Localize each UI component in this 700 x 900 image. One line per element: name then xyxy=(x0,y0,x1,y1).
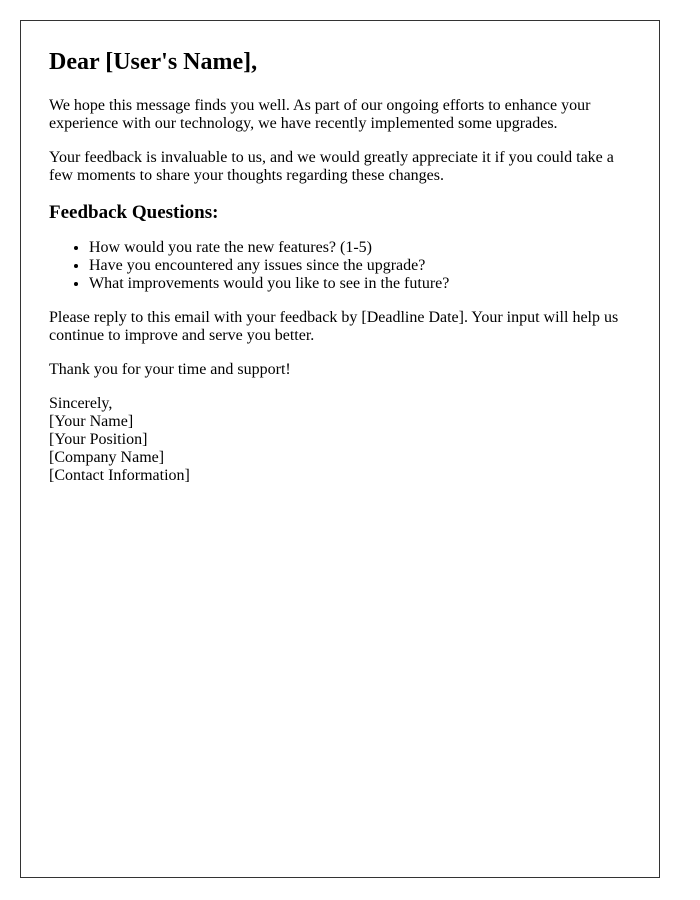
signature-block xyxy=(49,395,631,485)
signature-position: [Your Position] xyxy=(49,431,148,448)
letter-page xyxy=(20,20,660,878)
signature-name: [Your Name] xyxy=(49,413,134,430)
intro-paragraph: We hope this message finds you well. As part of our ongoing efforts to enhance your experience with our technology, we have recently implemented some upgrades. xyxy=(49,97,591,132)
question-item: • What improvements would you like to see in the future? xyxy=(89,275,631,293)
thanks-paragraph: Thank you for your time and support! xyxy=(49,361,291,378)
feedback-request-paragraph: Your feedback is invaluable to us, and we would greatly appreciate it if you could take a few moments to share your thoughts regarding these changes. xyxy=(49,149,614,184)
question-item: • Have you encountered any issues since the upgrade? xyxy=(89,257,631,275)
reply-request-paragraph: Please reply to this email with your feedback by [Deadline Date]. Your input will help us continue to improve and serve you better. xyxy=(49,309,619,344)
signature-company: [Company Name] xyxy=(49,449,165,466)
signature-closing: Sincerely, xyxy=(49,395,113,412)
feedback-questions-heading: Feedback Questions: xyxy=(49,202,219,223)
question-item: • How would you rate the new features? (1-5) xyxy=(89,239,631,257)
feedback-questions-list xyxy=(49,239,631,293)
greeting-heading: Dear [User's Name], xyxy=(49,49,258,75)
signature-contact: [Contact Information] xyxy=(49,467,190,484)
